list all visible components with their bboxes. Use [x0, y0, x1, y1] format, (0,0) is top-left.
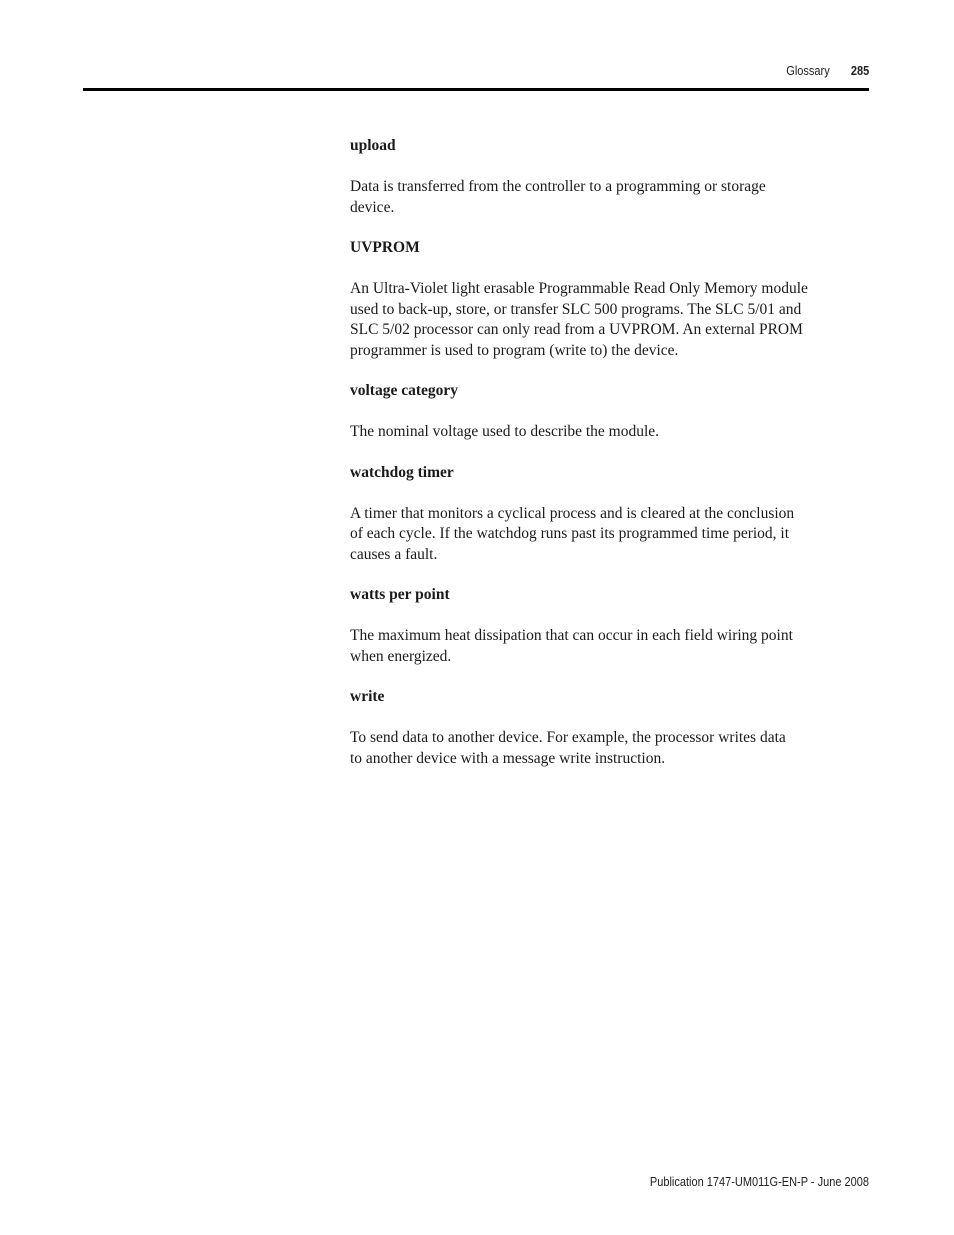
- section-name: Glossary: [786, 64, 830, 78]
- page-header: [786, 64, 869, 78]
- glossary-content: [350, 136, 835, 789]
- glossary-term: UVPROM: [350, 239, 420, 256]
- glossary-term: voltage category: [350, 382, 459, 399]
- glossary-definition: A timer that monitors a cyclical process and is cleared at the conclusion of each cycle. If the watchdog runs past its programmed time period, it causes a fault.: [350, 504, 795, 563]
- glossary-term: watts per point: [350, 586, 450, 603]
- glossary-entry: [350, 238, 835, 361]
- glossary-definition: The nominal voltage used to describe the module.: [350, 423, 660, 440]
- page-number: 285: [850, 64, 869, 78]
- publication-footer: Publication 1747-UM011G-EN-P - June 2008: [649, 1175, 869, 1189]
- glossary-entry: [350, 687, 835, 769]
- glossary-entry: [350, 381, 835, 443]
- glossary-definition: The maximum heat dissipation that can occur in each field wiring point when energized.: [350, 627, 793, 665]
- glossary-entry: [350, 136, 835, 218]
- glossary-term: watchdog timer: [350, 463, 454, 481]
- glossary-definition: To send data to another device. For example, the processor writes data to another device with a message write instruction.: [350, 729, 786, 767]
- header-rule: [83, 88, 869, 91]
- glossary-term: upload: [350, 137, 396, 154]
- glossary-entry: [350, 463, 835, 566]
- glossary-definition: Data is transferred from the controller to a programming or storage device.: [350, 178, 766, 216]
- glossary-term: write: [350, 688, 385, 705]
- glossary-definition: An Ultra-Violet light erasable Programmable Read Only Memory module used to back-up, store, or transfer SLC 500 programs. The SLC 5/01 and SLC 5/02 processor can only read from a UVPROM. An external PROM programmer is used to program (write to) the device.: [350, 280, 808, 359]
- glossary-entry: [350, 585, 835, 667]
